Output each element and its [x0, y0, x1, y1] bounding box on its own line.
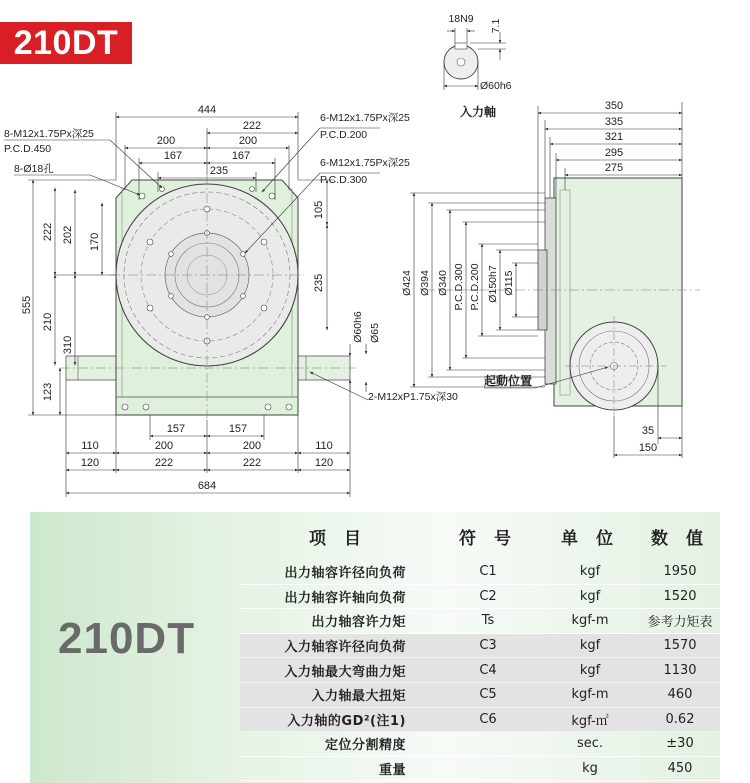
spec-cell-value: 1570	[640, 633, 720, 658]
front-view	[4, 104, 458, 497]
spec-cell-item: 出力轴容许径向负荷	[240, 560, 436, 584]
spec-table	[240, 512, 720, 781]
spec-row	[240, 560, 720, 584]
dim-555: 555	[21, 295, 33, 315]
spec-cell-item: 重量	[240, 756, 436, 781]
label-start-position: 起動位置	[484, 374, 533, 388]
dim-123: 123	[42, 382, 54, 402]
spec-cell-item: 出力轴容许轴向负荷	[240, 584, 436, 609]
header-value: 数 值	[651, 528, 709, 549]
spec-cell-symbol: Ts	[436, 609, 540, 634]
dim-phi150h7: Ø150h7	[487, 265, 499, 303]
spec-cell-item: 入力轴容许径向负荷	[240, 633, 436, 658]
spec-cell-value: 460	[640, 682, 720, 707]
spec-cell-unit: kgf-m	[540, 682, 640, 707]
spec-cell-unit: kg	[540, 756, 640, 781]
spec-row	[240, 609, 720, 634]
dim-pcd300: P.C.D.300	[453, 263, 465, 311]
dim-167-right: 167	[231, 150, 251, 162]
dim-pcd200: P.C.D.200	[469, 263, 481, 311]
dim-157-left: 157	[166, 423, 186, 435]
dim-157-right: 157	[228, 423, 248, 435]
callout-bolt-3: 6-M12x1.75Px深25	[320, 157, 410, 169]
dim-222-top: 222	[242, 120, 262, 132]
dim-shaft-phi: Ø60h6	[480, 80, 512, 92]
spec-cell-unit: sec.	[540, 732, 640, 757]
spec-cell-symbol: C3	[436, 633, 540, 658]
spec-cell-symbol	[436, 756, 540, 781]
spec-row	[240, 633, 720, 658]
spec-row	[240, 707, 720, 732]
dim-105: 105	[313, 200, 325, 220]
spec-cell-symbol: C4	[436, 658, 540, 683]
callout-bolt-1: 8-M12x1.75Px深25	[4, 128, 94, 140]
spec-cell-symbol: C2	[436, 584, 540, 609]
dim-222-bottom-right: 222	[242, 457, 262, 469]
spec-cell-item: 入力轴的GD²(注1)	[240, 707, 436, 732]
dim-phi65: Ø65	[369, 323, 381, 343]
dim-235-right: 235	[313, 273, 325, 293]
spec-cell-value: 0.62	[640, 707, 720, 732]
dim-200-bottom-right: 200	[242, 440, 262, 452]
callout-bolt-1-pcd: P.C.D.450	[4, 143, 52, 155]
spec-cell-value: 450	[640, 756, 720, 781]
spec-row	[240, 658, 720, 683]
model-title-badge: 210DT	[0, 22, 132, 64]
spec-cell-item: 定位分割精度	[240, 732, 436, 757]
dim-phi424: Ø424	[401, 270, 413, 296]
panel-model-label: 210DT	[58, 614, 196, 663]
dim-170: 170	[89, 232, 101, 252]
spec-cell-value: 参考力矩表	[640, 609, 720, 634]
dim-phi60h6-side: Ø60h6	[352, 311, 364, 343]
callout-bolt-2: 6-M12x1.75Px深25	[320, 112, 410, 124]
spec-cell-symbol: C1	[436, 560, 540, 584]
header-unit: 单 位	[561, 528, 619, 549]
spec-cell-unit: kgf	[540, 633, 640, 658]
header-symbol: 符 号	[459, 528, 517, 549]
dim-phi394: Ø394	[419, 270, 431, 296]
callout-bolt-2-pcd: P.C.D.200	[320, 129, 368, 141]
dim-222-bottom-left: 222	[154, 457, 174, 469]
input-shaft-detail	[444, 13, 512, 119]
spec-cell-item: 入力轴最大扭矩	[240, 682, 436, 707]
dim-235-top: 235	[209, 165, 229, 177]
callout-bolt-4: 2-M12xP1.75x深30	[368, 391, 458, 403]
dim-key-depth: 7.1	[490, 18, 502, 34]
spec-cell-unit: kgf	[540, 560, 640, 584]
dim-444: 444	[197, 104, 217, 116]
spec-cell-item: 入力轴最大弯曲力矩	[240, 658, 436, 683]
spec-cell-symbol: C5	[436, 682, 540, 707]
dim-295: 295	[604, 147, 624, 159]
dim-key-18n9: 18N9	[448, 13, 474, 25]
dim-684: 684	[197, 480, 217, 492]
spec-cell-value: 1950	[640, 560, 720, 584]
header-item: 项 目	[309, 528, 367, 549]
label-input-shaft: 入力軸	[460, 105, 497, 119]
dim-167-left: 167	[163, 150, 183, 162]
dim-phi115: Ø115	[503, 270, 515, 296]
spec-cell-value: ±30	[640, 732, 720, 757]
dim-200-bottom-left: 200	[154, 440, 174, 452]
spec-cell-unit: kgf	[540, 658, 640, 683]
spec-cell-symbol: C6	[436, 707, 540, 732]
dim-110-left: 110	[81, 440, 99, 452]
spec-cell-value: 1130	[640, 658, 720, 683]
dim-phi340: Ø340	[437, 270, 449, 296]
dim-120-right: 120	[314, 457, 334, 469]
dim-321: 321	[604, 131, 624, 143]
spec-header-row	[240, 512, 720, 560]
spec-row	[240, 732, 720, 757]
callout-bolt-3-pcd: P.C.D.300	[320, 174, 368, 186]
dim-150: 150	[638, 442, 658, 454]
spec-cell-symbol	[436, 732, 540, 757]
dim-210: 210	[42, 312, 54, 332]
callout-hole: 8-Ø18孔	[14, 163, 54, 175]
spec-cell-unit: kgf-㎡	[540, 707, 640, 732]
dim-275: 275	[604, 162, 624, 174]
dim-350: 350	[604, 100, 624, 112]
dim-202: 202	[62, 225, 74, 245]
spec-cell-value: 1520	[640, 584, 720, 609]
spec-panel	[30, 512, 720, 783]
dim-200-top-left: 200	[156, 135, 176, 147]
dim-222-left: 222	[42, 222, 54, 242]
dim-35: 35	[641, 425, 655, 437]
side-view	[401, 100, 700, 458]
dim-310: 310	[62, 335, 74, 355]
spec-cell-unit: kgf-m	[540, 609, 640, 634]
dim-200-top-right: 200	[238, 135, 258, 147]
spec-cell-unit: kgf	[540, 584, 640, 609]
spec-row	[240, 756, 720, 781]
spec-row	[240, 682, 720, 707]
dim-335: 335	[604, 116, 624, 128]
spec-cell-item: 出力轴容许力矩	[240, 609, 436, 634]
spec-row	[240, 584, 720, 609]
dim-120-left: 120	[80, 457, 100, 469]
dim-110-right: 110	[315, 440, 333, 452]
